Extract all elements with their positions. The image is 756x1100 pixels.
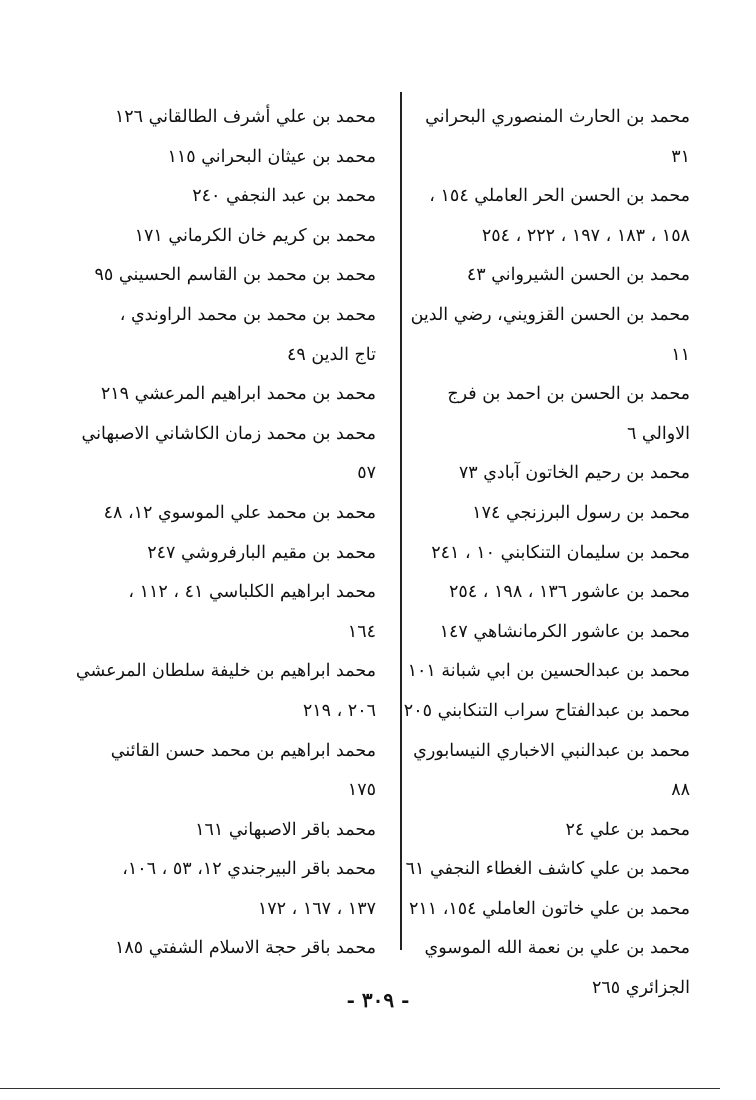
index-entry: محمد بن عيثان البحراني ١١٥	[167, 146, 376, 167]
index-entry: محمد بن علي خاتون العاملي ١٥٤، ٢١١	[408, 898, 690, 919]
index-entry: محمد بن رحيم الخاتون آبادي ٧٣	[458, 463, 690, 484]
index-entry: ١١	[671, 344, 690, 365]
index-entry: محمد بن محمد ابراهيم المرعشي ٢١٩	[100, 384, 376, 405]
index-entry: ٨٨	[671, 780, 690, 801]
index-entry: محمد بن عاشور الكرمانشاهي ١٤٧	[439, 621, 690, 642]
index-entry: محمد بن محمد بن القاسم الحسيني ٩٥	[94, 265, 376, 286]
index-entry: محمد بن عبدالفتاح سراب التنكابني ٢٠٥	[403, 700, 690, 721]
index-entry: ١٥٨ ، ١٨٣ ، ١٩٧ ، ٢٢٢ ، ٢٥٤	[481, 225, 690, 246]
index-entry: محمد بن مقيم البارفروشي ٢٤٧	[147, 542, 376, 563]
page-number: - ٣٠٩ -	[346, 988, 410, 1012]
index-entry: محمد بن الحسن الشيرواني ٤٣	[466, 265, 690, 286]
index-entry: محمد ابراهيم بن خليفة سلطان المرعشي	[75, 661, 376, 682]
bottom-rule	[0, 1088, 720, 1089]
index-entry: محمد بن محمد علي الموسوي ١٢، ٤٨	[103, 502, 376, 523]
index-entry: تاج الدين ٤٩	[286, 344, 376, 365]
index-entry: محمد بن علي ٢٤	[565, 819, 690, 840]
index-entry: محمد بن الحارث المنصوري البحراني	[425, 107, 690, 127]
index-entry: محمد بن علي أشرف الطالقاني ١٢٦	[114, 107, 376, 127]
index-entry: ٥٧	[357, 463, 376, 484]
index-entry: ١٦٤	[347, 621, 376, 642]
index-entry: محمد بن عبدالنبي الاخباري النيسابوري	[413, 740, 690, 761]
index-entry: محمد بن عبد النجفي ٢٤٠	[192, 186, 376, 207]
index-entry: محمد بن رسول البرزنجي ١٧٤	[472, 502, 690, 523]
index-entry: محمد بن الحسن القزويني، رضي الدين	[410, 304, 690, 325]
index-entry: محمد بن كريم خان الكرماني ١٧١	[134, 225, 376, 246]
index-column-left	[76, 98, 376, 969]
index-entry: محمد بن عاشور ١٣٦ ، ١٩٨ ، ٢٥٤	[449, 582, 690, 603]
index-entry: ١٧٥	[347, 780, 376, 801]
index-entry: الجزائري ٢٦٥	[592, 978, 690, 999]
index-entry: ٢٠٦ ، ٢١٩	[302, 700, 376, 721]
index-entry: محمد بن علي بن نعمة الله الموسوي	[424, 938, 690, 959]
index-entry: محمد ابراهيم الكلباسي ٤١ ، ١١٢ ،	[128, 582, 376, 603]
index-entry: محمد بن الحسن الحر العاملي ١٥٤ ،	[429, 186, 690, 207]
index-entry: ٣١	[671, 146, 690, 167]
index-entry: محمد باقر الاصبهاني ١٦١	[195, 819, 376, 840]
column-divider	[400, 92, 402, 950]
index-entry: محمد باقر البيرجندي ١٢، ٥٣ ، ١٠٦،	[122, 859, 376, 880]
index-entry: محمد بن الحسن بن احمد بن فرج	[447, 384, 690, 405]
index-entry: محمد بن محمد بن محمد الراوندي ،	[119, 304, 376, 325]
index-entry: محمد بن محمد زمان الكاشاني الاصبهاني	[81, 423, 376, 444]
index-column-right	[398, 98, 690, 1009]
index-entry: الاوالي ٦	[626, 423, 690, 444]
index-entry: ١٣٧ ، ١٦٧ ، ١٧٢	[257, 898, 376, 919]
index-entry: محمد بن عبدالحسين بن ابي شبانة ١٠١	[407, 661, 690, 682]
index-entry: محمد ابراهيم بن محمد حسن القائني	[110, 740, 376, 761]
index-entry: محمد بن سليمان التنكابني ١٠ ، ٢٤١	[431, 542, 690, 563]
index-entry: محمد بن علي كاشف الغطاء النجفي ٦١	[405, 859, 690, 880]
index-entry: محمد باقر حجة الاسلام الشفتي ١٨٥	[114, 938, 376, 959]
